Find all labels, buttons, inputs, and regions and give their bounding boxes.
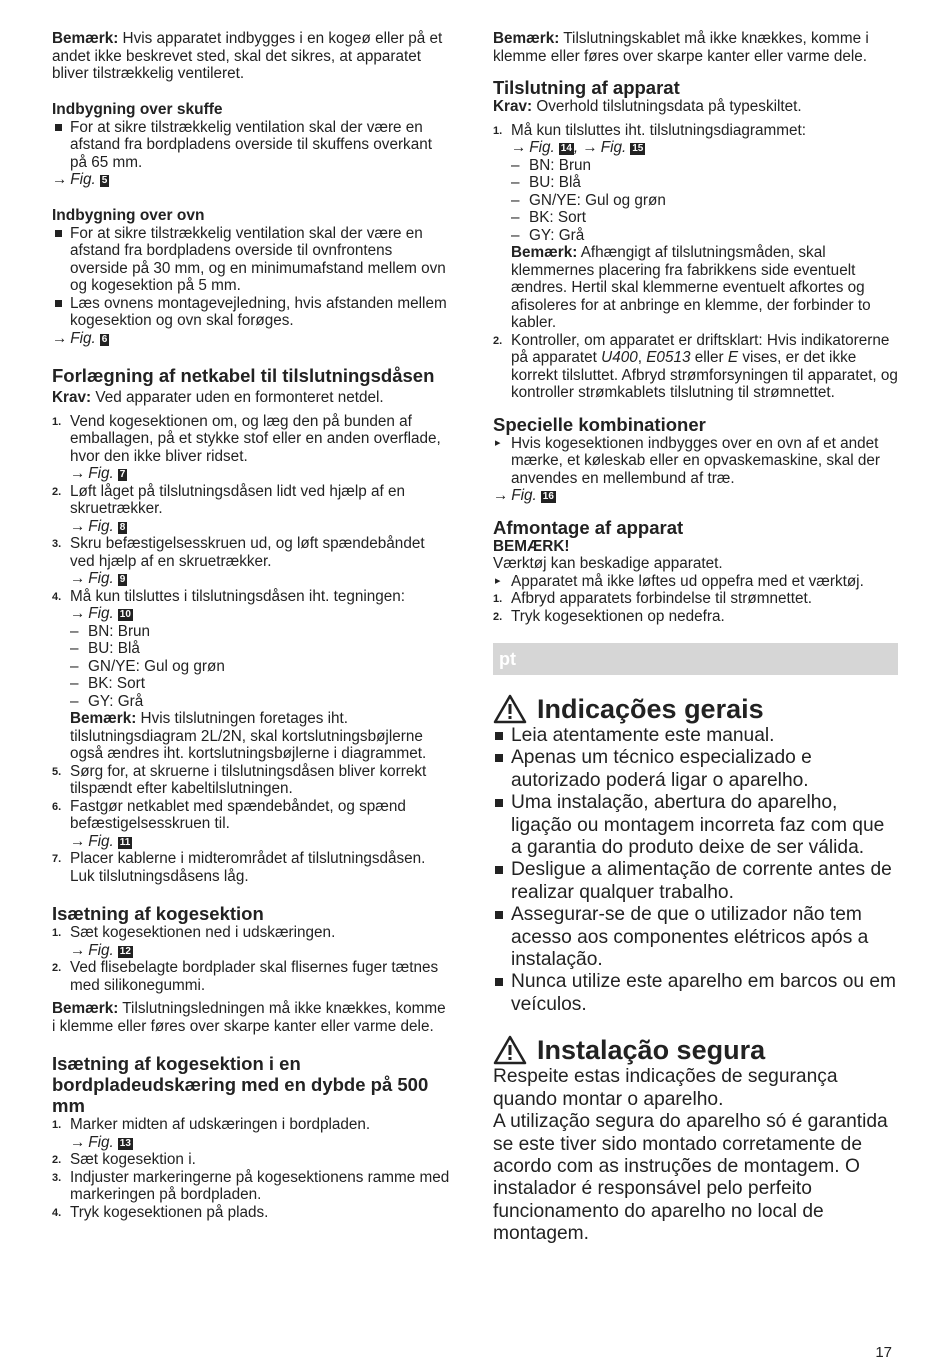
list-item: Uma instalação, abertura do aparelho, ligação ou montagem incorreta faz com que a garantia do produto deixe de ser válida.: [493, 792, 898, 859]
list-item: ▸ Apparatet må ikke løftes ud oppefra med et værktøj.: [493, 573, 898, 591]
list-item: Leia atentamente este manual.: [493, 725, 898, 747]
list-item: ▸ Hvis kogesektionen indbygges over en ovn af et andet mærke, et køleskab eller en opvaskemaskine, skal der anvendes en mellembund af træ.: [493, 435, 898, 488]
heading-remove: Afmontage af apparat: [493, 516, 684, 538]
list-item: 3. Indjuster markeringerne på kogesektionens ramme med markeringen på bordpladen.: [52, 1168, 450, 1203]
list-item: Desligue a alimentação de corrente antes de realizar qualquer trabalho.: [493, 859, 898, 904]
language-bar: pt: [493, 643, 898, 675]
heading-insert-500: Isætning af kogesektion i en bordpladeudskæring med en dybde på 500 mm: [52, 1053, 429, 1116]
fig-ref-7: → Fig. 7: [70, 465, 126, 482]
list-item: 7. Placer kablerne i midterområdet af tilslutningsdåsen. Luk tilslutningsdåsens låg.: [52, 850, 426, 885]
heading-drawer: Indbygning over skuffe: [52, 100, 223, 118]
fig-ref-12: → Fig. 12: [70, 941, 131, 959]
heading-cable: Forlægning af netkabel til tilslutningsdåsen: [52, 365, 435, 386]
remove-steps: [493, 590, 898, 625]
wire-item: – GY: Grå: [511, 227, 898, 245]
list-item: 1. Vend kogesektionen om, og læg den på bunden af emballagen, på et stykke stof eller en anden overflade, hvor den ikke bliver ridset. → Fig. 7: [52, 412, 441, 482]
list-item: 1. Må kun tilsluttes iht. tilslutningsdiagrammet: → Fig. 14 , → Fig. 15 – BN: Brun – BU: Blå – GN/YE: Gul og grøn – BK: Sort – GY: Grå Bemærk: Afhængigt af tilslutningsmåden, skal klemmernes placering fra fabrikkens side eventuelt ændres. Hertil skal klemmerne eventuelt afkortes og afisoleres for at anbringe en klemme, der forbinder to kabler.: [493, 122, 898, 332]
fig-ref-13: → Fig. 13: [70, 1133, 131, 1151]
list-item: 4. Må kun tilsluttes i tilslutningsdåsen iht. tegningen: → Fig. 10 – BN: Brun – BU: Blå – GN/YE: Gul og grøn – BK: Sort – GY: Grå Bemærk: Hvis tilslutningen foretages iht. tilslutningsdiagram 2L/2N, skal kortslutningsbøjlerne også ændres iht. kortslutningsbøjlerne i diagrammet.: [52, 588, 450, 763]
wire-item: – BK: Sort: [511, 209, 898, 227]
list-item: 5. Sørg for, at skruerne i tilslutningsdåsen bliver korrekt tilspændt efter kabeltilslutningen.: [52, 762, 427, 797]
list-item: 2. Løft låget på tilslutningsdåsen lidt ved hjælp af en skruetrækker. → Fig. 8: [52, 482, 406, 535]
insert-steps: [52, 924, 450, 994]
list-item: 1. Sæt kogesektionen ned i udskæringen. → Fig. 12: [52, 924, 336, 959]
drawer-list: [52, 119, 450, 172]
wire-item: – GN/YE: Gul og grøn: [70, 658, 450, 676]
right-column: [493, 30, 898, 1246]
wire-list: [511, 157, 898, 245]
heading-special: Specielle kombinationer: [493, 413, 706, 435]
wire-item: – BU: Blå: [511, 174, 898, 192]
heading-connect: Tilslutning af apparat: [493, 77, 680, 98]
list-item: Apenas um técnico especializado e autorizado poderá ligar o aparelho.: [493, 747, 898, 792]
list-item: 2. Ved flisebelagte bordplader skal flisernes fuger tætnes med silikonegummi.: [52, 959, 439, 994]
heading-safe: Instalação segura: [493, 1034, 898, 1066]
list-item: 4. Tryk kogesektionen på plads.: [52, 1203, 269, 1221]
list-item: Assegurar-se de que o utilizador não tem acesso aos componentes elétricos após a instalação.: [493, 904, 898, 971]
wire-item: – BU: Blå: [70, 640, 450, 658]
fig-ref-14-15: → Fig. 14 , → Fig. 15: [511, 139, 644, 156]
special-list: [493, 435, 898, 488]
fig-ref-10: → Fig. 10: [70, 605, 131, 622]
insert-note: Bemærk: Tilslutningsledningen må ikke knækkes, komme i klemme eller føres over skarpe kanter eller varme dele.: [52, 1000, 446, 1035]
note-cable: Bemærk: Tilslutningskablet må ikke knækkes, komme i klemme eller føres over skarpe kanter eller varme dele.: [493, 30, 869, 65]
list-item: 1. Afbryd apparatets forbindelse til strømnettet.: [493, 590, 812, 607]
safe-paragraph-1: Respeite estas indicações de segurança quando montar o aparelho.: [493, 1066, 838, 1110]
wire-item: – BN: Brun: [70, 623, 450, 641]
step4-note: Bemærk: Hvis tilslutningen foretages iht. tilslutningsdiagram 2L/2N, skal kortslutningsbøjlerne også ændres iht. kortslutningsbøjlerne i diagrammet.: [70, 710, 427, 762]
display-code: E: [727, 349, 739, 366]
list-item: 3. Skru befæstigelsesskruen ud, og løft spændebåndet ved hjælp af en skruetrækker. → Fig. 9: [52, 535, 425, 587]
list-item: 1. Marker midten af udskæringen i bordpladen. → Fig. 13: [52, 1116, 371, 1151]
list-item: 2. Kontroller, om apparatet er driftsklart: Hvis indikatorerne på apparatet U400, E0513 eller E vises, er det ikke korrekt tilsluttet. Afbryd strømforsyningen til apparatet, og kontroller strømkablets tilslutning til strømnettet.: [493, 331, 898, 401]
wire-list: [70, 623, 450, 711]
notice-text: Værktøj kan beskadige apparatet.: [493, 555, 723, 572]
list-item: 6. Fastgør netkablet med spændebåndet, og spænd befæstigelsesskruen til. → Fig. 11: [52, 797, 406, 850]
connect-steps: [493, 122, 898, 402]
fig-ref-6: → Fig. 6: [52, 329, 108, 347]
general-list: [493, 725, 898, 1016]
requirement-cable: Krav: Ved apparater uden en formonteret netdel.: [52, 389, 384, 406]
warning-icon: [493, 1035, 527, 1065]
insert500-steps: [52, 1116, 450, 1221]
fig-ref-8: → Fig. 8: [70, 517, 126, 535]
fig-ref-16: → Fig. 16: [493, 487, 554, 504]
fig-ref-11: → Fig. 11: [70, 832, 131, 850]
connect-note: Bemærk: Afhængigt af tilslutningsmåden, skal klemmernes placering fra fabrikkens side eventuelt ændres. Hertil skal klemmerne eventuelt afkortes og afisoleres for at anbringe en klemme, der forbinder to kabler.: [511, 244, 871, 331]
wire-item: – BK: Sort: [70, 675, 450, 693]
heading-general: Indicações gerais: [493, 693, 898, 725]
list-item: For at sikre tilstrækkelig ventilation skal der være en afstand fra bordpladens overside til skuffens overkant på 65 mm.: [52, 119, 450, 172]
fig-ref-9: → Fig. 9: [70, 570, 126, 587]
fig-ref-5: → Fig. 5: [52, 171, 108, 188]
notice-actions: [493, 573, 898, 591]
page-number: 17: [875, 1344, 892, 1361]
heading-oven: Indbygning over ovn: [52, 206, 205, 224]
list-item: 2. Tryk kogesektionen op nedefra.: [493, 607, 725, 625]
left-column: [52, 30, 450, 1221]
wire-item: – GN/YE: Gul og grøn: [511, 192, 898, 210]
safe-paragraph-2: A utilização segura do aparelho só é garantida se este tiver sido montado corretamente de acordo com as instruções de montagem. O instalador é responsável pelo perfeito funcionamento do aparelho no local de montagem.: [493, 1111, 888, 1245]
heading-insert: Isætning af kogesektion: [52, 903, 264, 924]
wire-item: – BN: Brun: [511, 157, 898, 175]
wire-item: – GY: Grå: [70, 693, 450, 711]
list-item: 2. Sæt kogesektion i.: [52, 1151, 196, 1168]
display-code: E0513: [646, 349, 691, 366]
notice-label: BEMÆRK!: [493, 537, 570, 555]
list-item: For at sikre tilstrækkelig ventilation skal der være en afstand fra bordpladens overside til ovnfrontens overside på 30 mm, og en minimumafstand mellem ovn og kogesektion på 5 mm.: [52, 225, 450, 295]
display-code: U400: [601, 349, 638, 366]
note-ventilation: Bemærk: Hvis apparatet indbygges i en kogeø eller på et andet ikke beskrevet sted, skal det sikres, at apparatet bliver tilstrækkelig ventileret.: [52, 30, 443, 82]
requirement-connect: Krav: Overhold tilslutningsdata på typeskiltet.: [493, 98, 802, 115]
warning-icon: [493, 694, 527, 724]
list-item: Nunca utilize este aparelho em barcos ou em veículos.: [493, 971, 898, 1016]
oven-list: [52, 225, 450, 330]
cable-steps: [52, 413, 450, 886]
list-item: Læs ovnens montagevejledning, hvis afstanden mellem kogesektion og ovn skal forøges.: [52, 295, 450, 330]
